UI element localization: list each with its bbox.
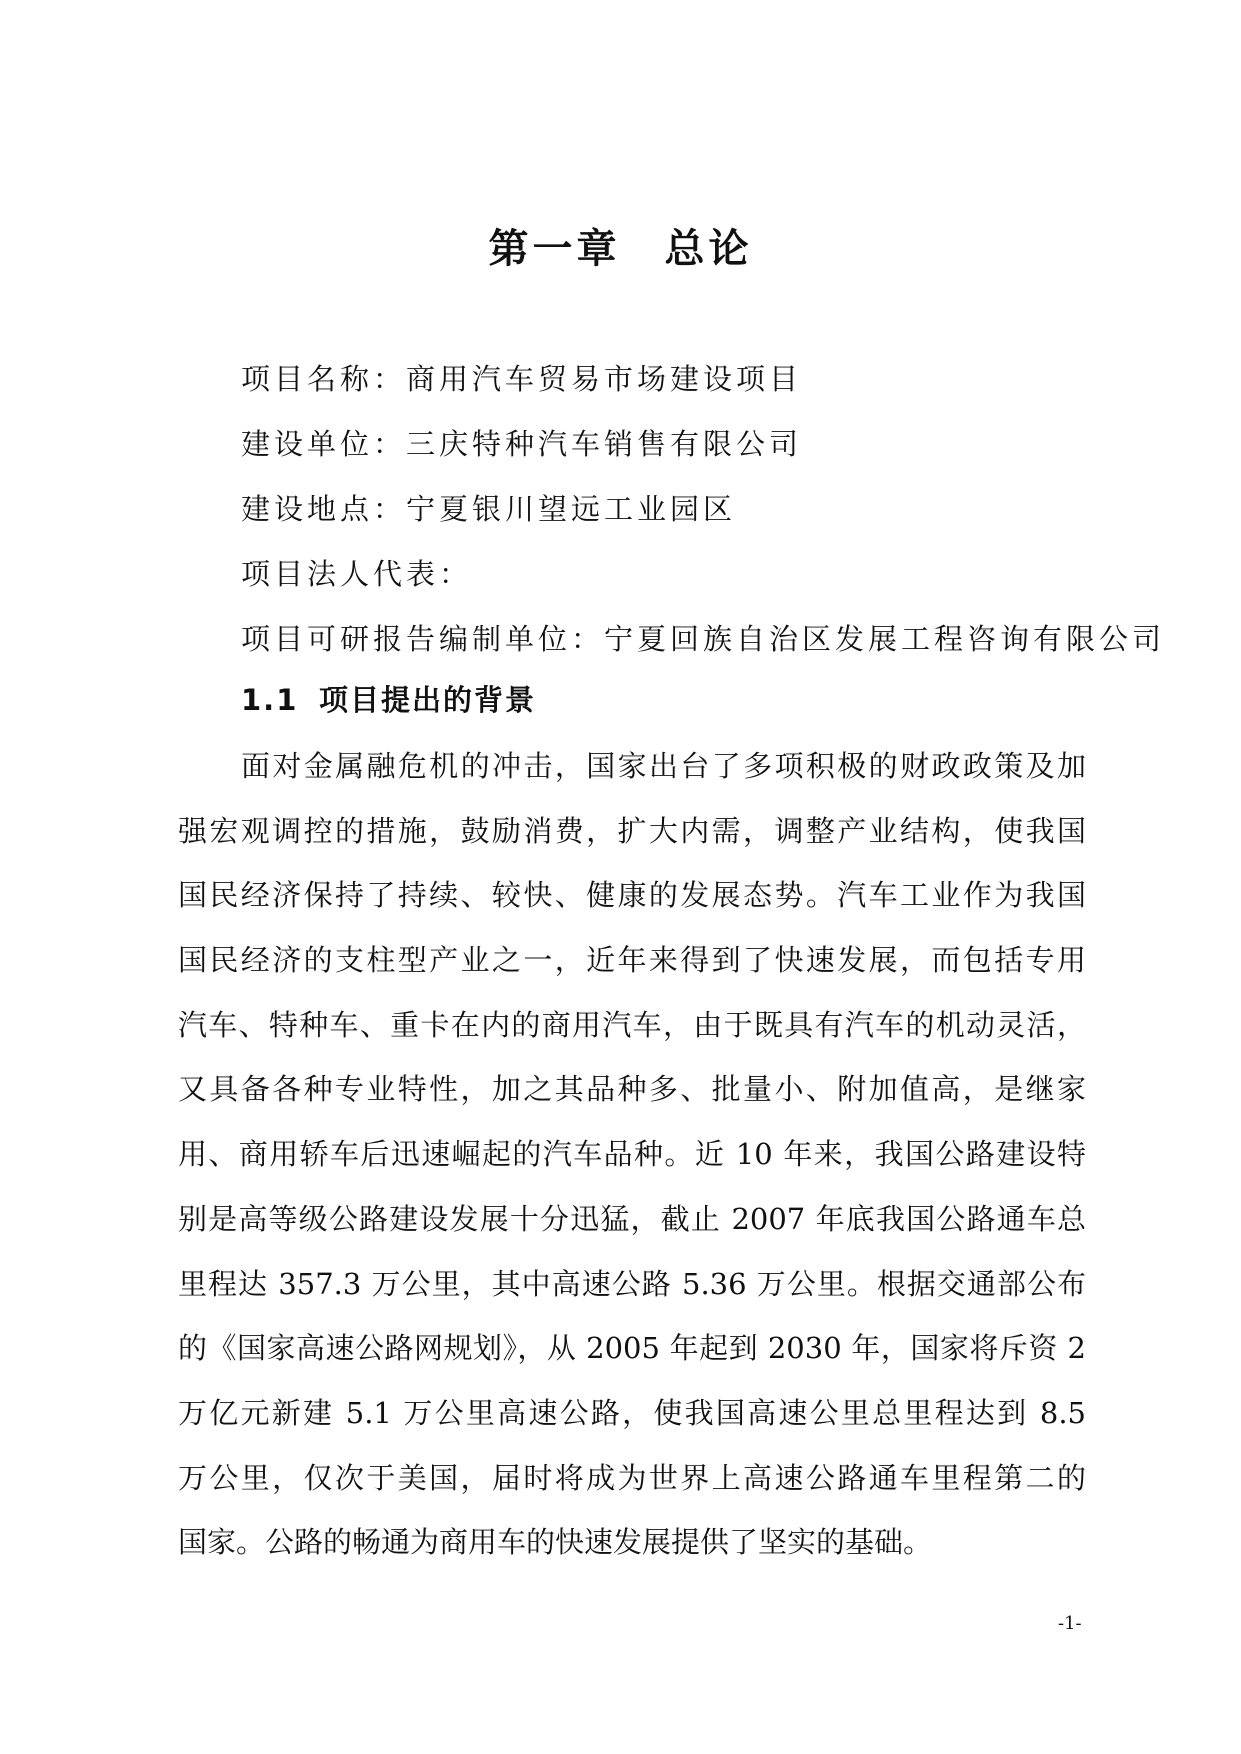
page-number: -1- <box>1058 1613 1082 1634</box>
paragraph-line: 万亿元新建 5.1 万公里高速公路，使我国高速公里总里程达到 8.5 <box>178 1395 1086 1430</box>
paragraph-line: 面对金属融危机的冲击，国家出台了多项积极的财政政策及加 <box>241 749 1086 783</box>
chapter-title: 第一章 总论 <box>488 226 753 272</box>
info-line-legal-representative <box>241 549 1101 614</box>
info-label: 建设单位： <box>241 427 407 461</box>
paragraph-line: 强宏观调控的措施，鼓励消费，扩大内需，调整产业结构，使我国 <box>178 813 1086 848</box>
info-label: 建设地点： <box>241 492 407 526</box>
section-title: 项目提出的背景 <box>319 683 537 717</box>
paragraph-line: 又具备各种专业特性，加之其品种多、批量小、附加值高，是继家 <box>178 1072 1086 1107</box>
section-number: 1.1 <box>241 683 299 717</box>
info-label: 项目法人代表： <box>241 557 473 591</box>
info-label: 项目可研报告编制单位： <box>241 622 605 656</box>
info-value: 宁夏回族自治区发展工程咨询有限公司 <box>604 622 1166 656</box>
info-value: 宁夏银川望远工业园区 <box>406 492 737 526</box>
paragraph-line: 国民经济的支柱型产业之一，近年来得到了快速发展，而包括专用 <box>178 943 1086 978</box>
paragraph-line: 别是高等级公路建设发展十分迅猛，截止 2007 年底我国公路通车总 <box>178 1201 1086 1236</box>
paragraph-line: 汽车、特种车、重卡在内的商用汽车，由于既具有汽车的机动灵活， <box>178 1007 1086 1042</box>
body-paragraph <box>178 742 1086 1583</box>
paragraph-line: 的《国家高速公路网规划》，从 2005 年起到 2030 年，国家将斥资 2 <box>178 1331 1086 1366</box>
info-label: 项目名称： <box>241 362 407 396</box>
paragraph-line: 里程达 357.3 万公里，其中高速公路 5.36 万公里。根据交通部公布 <box>178 1266 1086 1301</box>
info-line-construction-site <box>241 484 1101 549</box>
info-line-construction-unit <box>241 419 1101 484</box>
info-line-report-preparer <box>241 614 1166 679</box>
info-value: 商用汽车贸易市场建设项目 <box>406 362 803 396</box>
section-heading <box>241 676 536 724</box>
info-line-project-name <box>241 354 1101 419</box>
info-value: 三庆特种汽车销售有限公司 <box>406 427 803 461</box>
paragraph-line: 国家。公路的畅通为商用车的快速发展提供了坚实的基础。 <box>178 1525 933 1560</box>
paragraph-line: 万公里，仅次于美国，届时将成为世界上高速公路通车里程第二的 <box>178 1460 1086 1495</box>
project-info-list <box>241 354 1166 679</box>
paragraph-line: 国民经济保持了持续、较快、健康的发展态势。汽车工业作为我国 <box>178 878 1086 913</box>
paragraph-line: 用、商用轿车后迅速崛起的汽车品种。近 10 年来，我国公路建设特 <box>178 1137 1086 1172</box>
